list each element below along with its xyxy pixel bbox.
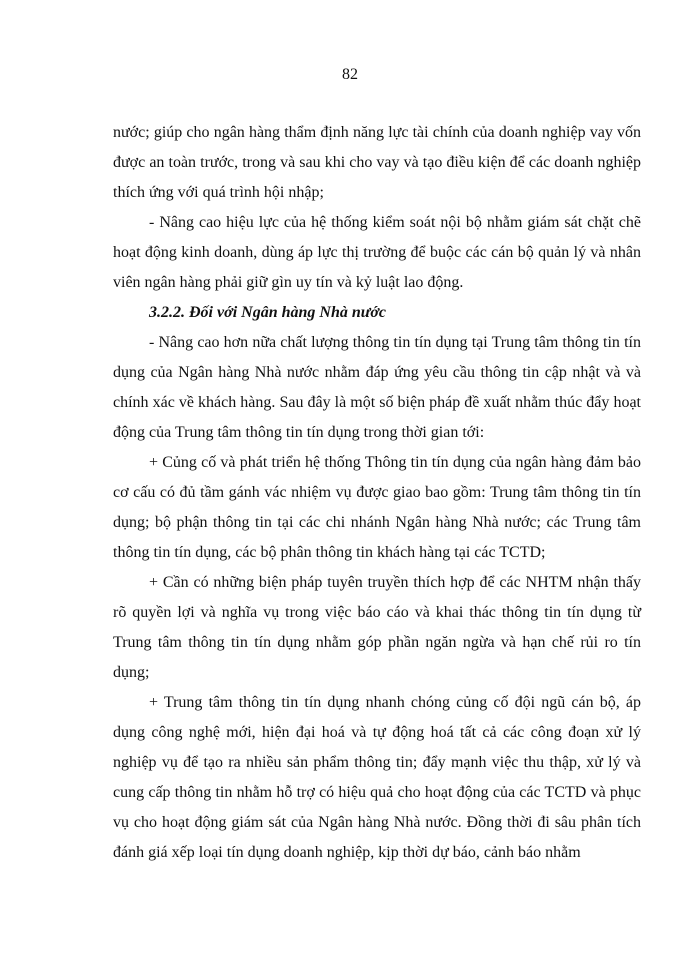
paragraph-continuation: nước; giúp cho ngân hàng thẩm định năng lực tài chính của doanh nghiệp vay vốn được an toàn trước, trong và sau khi cho vay và tạo điều kiện để các doanh nghiệp thích ứng với quá trình hội nhập;: [113, 124, 641, 201]
paragraph-propaganda-measures: + Cần có những biện pháp tuyên truyền thích hợp để các NHTM nhận thấy rõ quyền lợi và nghĩa vụ trong việc báo cáo và khai thác thông tin tín dụng từ Trung tâm thông tin tín dụng nhằm góp phần ngăn ngừa và hạn chế rủi ro tín dụng;: [113, 574, 641, 681]
paragraph-credit-info-quality: - Nâng cao hơn nữa chất lượng thông tin tín dụng tại Trung tâm thông tin tín dụng của Ngân hàng Nhà nước nhằm đáp ứng yêu cầu thông tin cập nhật và và chính xác về khách hàng. Sau đây là một số biện pháp đề xuất nhằm thúc đẩy hoạt động của Trung tâm thông tin tín dụng trong thời gian tới:: [113, 334, 641, 441]
paragraph-internal-control: - Nâng cao hiệu lực của hệ thống kiểm soát nội bộ nhằm giám sát chặt chẽ hoạt động kinh doanh, dùng áp lực thị trường để buộc các cán bộ quản lý và nhân viên ngân hàng phải giữ gìn uy tín và kỷ luật lao động.: [113, 214, 641, 291]
paragraph-staff-technology: + Trung tâm thông tin tín dụng nhanh chóng củng cố đội ngũ cán bộ, áp dụng công nghệ mới, hiện đại hoá và tự động hoá tất cả các công đoạn xử lý nghiệp vụ để tạo ra nhiều sản phẩm thông tin; đẩy mạnh việc thu thập, xử lý và cung cấp thông tin nhằm hỗ trợ có hiệu quả cho hoạt động của các TCTD và phục vụ cho hoạt động giám sát của Ngân hàng Nhà nước. Đồng thời đi sâu phân tích đánh giá xếp loại tín dụng doanh nghiệp, kịp thời dự báo, cảnh báo nhằm: [113, 694, 641, 861]
page-number: 82: [342, 66, 358, 83]
section-heading: 3.2.2. Đối với Ngân hàng Nhà nước: [149, 304, 387, 321]
page-body: [113, 118, 641, 868]
paragraph-strengthen-system: + Củng cố và phát triển hệ thống Thông tin tín dụng của ngân hàng đảm bảo cơ cấu có đủ tầm gánh vác nhiệm vụ được giao bao gồm: Trung tâm thông tin tín dụng; bộ phận thông tin tại các chi nhánh Ngân hàng Nhà nước; các Trung tâm thông tin tín dụng, các bộ phân thông tin khách hàng tại các TCTD;: [113, 454, 641, 561]
